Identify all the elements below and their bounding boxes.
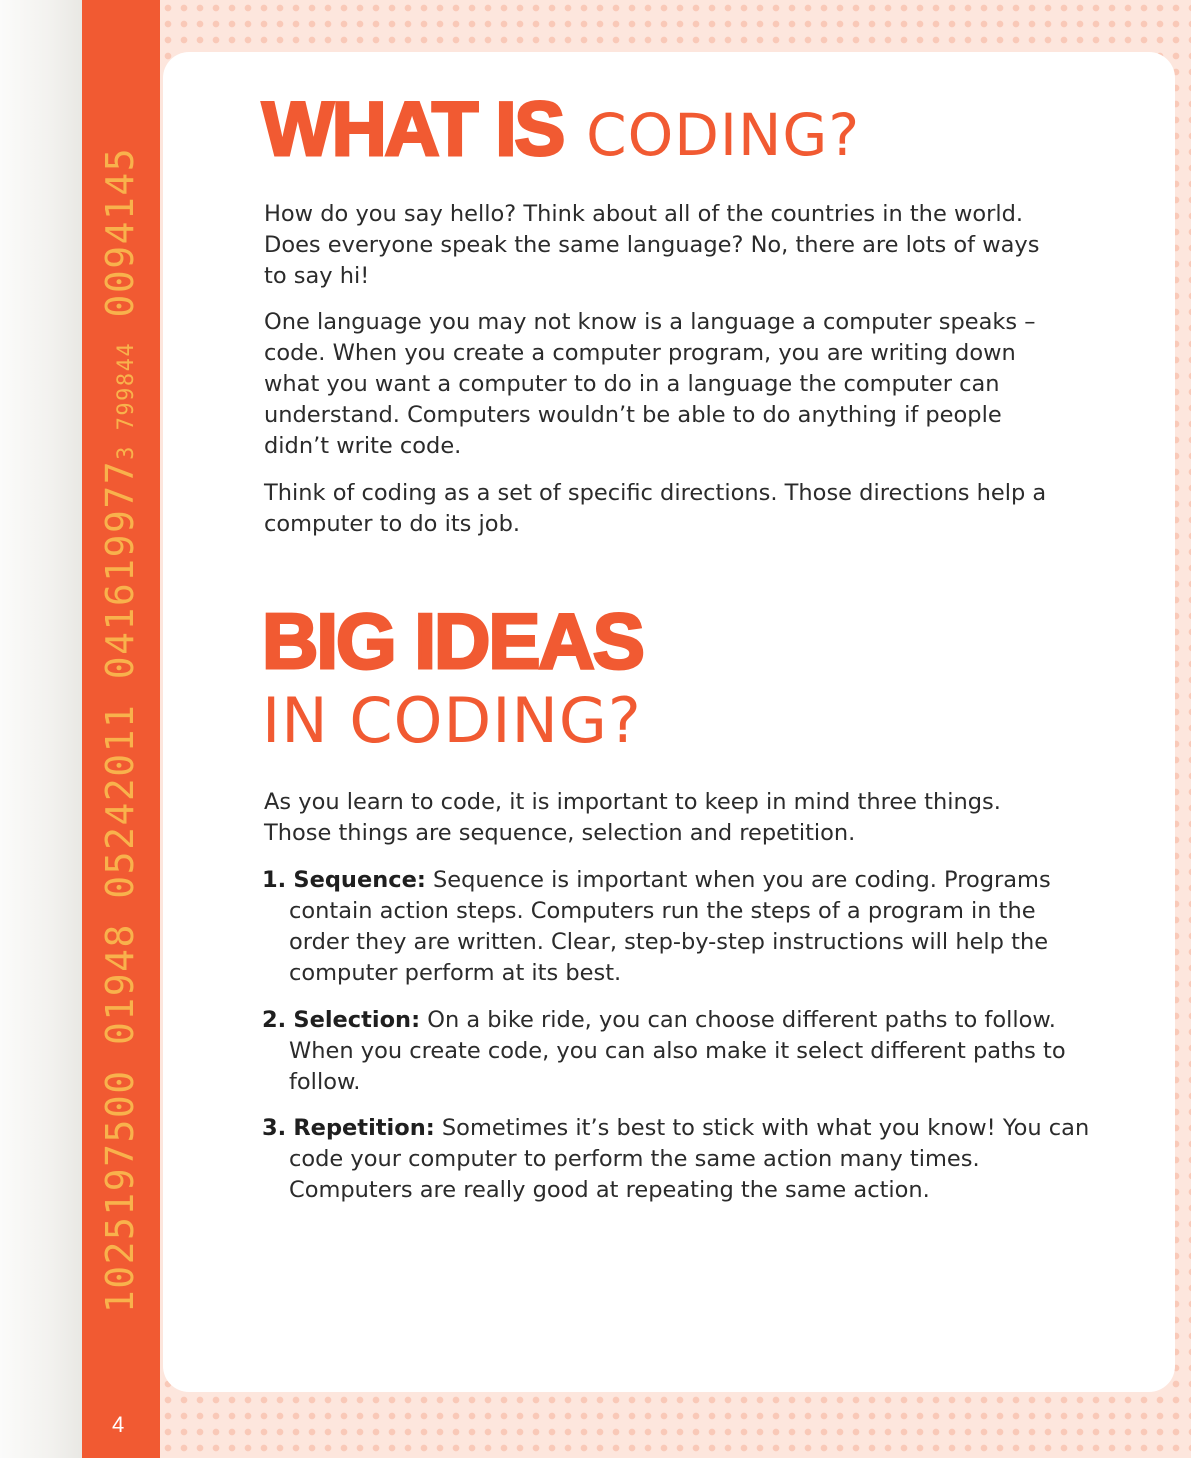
item-number: 1. bbox=[262, 867, 287, 893]
intro-paragraph: As you learn to code, it is important to keep in mind three things. Those things are sequence, selection and repetition. bbox=[264, 789, 1001, 846]
item-term: Repetition: bbox=[293, 1115, 435, 1141]
section-title-what-is-coding bbox=[262, 87, 861, 172]
title-light: CODING? bbox=[586, 101, 861, 169]
item-number: 2. bbox=[262, 1007, 287, 1033]
list-item-sequence bbox=[262, 865, 1099, 989]
page-number: 4 bbox=[112, 1412, 125, 1437]
paragraph: Think of coding as a set of specific directions. Those directions help a computer to do its job. bbox=[264, 480, 1047, 537]
title-bold: BIG IDEAS bbox=[262, 597, 643, 685]
item-text: Sequence is important when you are coding. Programs contain action steps. Computers run the steps of a program in the order they are written. Clear, step-by-step instructions will help the computer perform at its best. bbox=[289, 867, 1051, 986]
digits-small: 3 799844 bbox=[114, 341, 139, 460]
list-item-repetition bbox=[262, 1113, 1099, 1206]
section-title-big-ideas bbox=[262, 597, 643, 685]
paragraph: One language you may not know is a language a computer speaks – code. When you create a computer program, you are writing down what you want a computer to do in a language the computer can understand. Computers wouldn’t be able to do anything if people didn’t write code. bbox=[264, 309, 1036, 459]
paragraph: How do you say hello? Think about all of the countries in the world. Does everyone speak the same language? No, there are lots of ways to say hi! bbox=[264, 201, 1040, 289]
item-text: On a bike ride, you can choose different paths to follow. When you create code, you can also make it select different paths to follow. bbox=[289, 1007, 1066, 1095]
binary-digits-strip bbox=[98, 147, 142, 1313]
section-subtitle-in-coding bbox=[262, 684, 642, 757]
list-item-selection bbox=[262, 1005, 1099, 1098]
book-gutter bbox=[0, 0, 82, 1458]
item-text: Sometimes it’s best to stick with what you know! You can code your computer to perform the same action many times. Computers are really good at repeating the same action. bbox=[289, 1115, 1090, 1203]
digits-main: 1025197500 01948 05242011 041619977 bbox=[98, 459, 142, 1314]
item-term: Sequence: bbox=[293, 867, 426, 893]
title-light: IN CODING? bbox=[262, 684, 642, 757]
title-bold: WHAT IS bbox=[262, 87, 564, 172]
item-number: 3. bbox=[262, 1115, 287, 1141]
item-term: Selection: bbox=[293, 1007, 421, 1033]
digits-tail: 0094145 bbox=[98, 146, 142, 342]
